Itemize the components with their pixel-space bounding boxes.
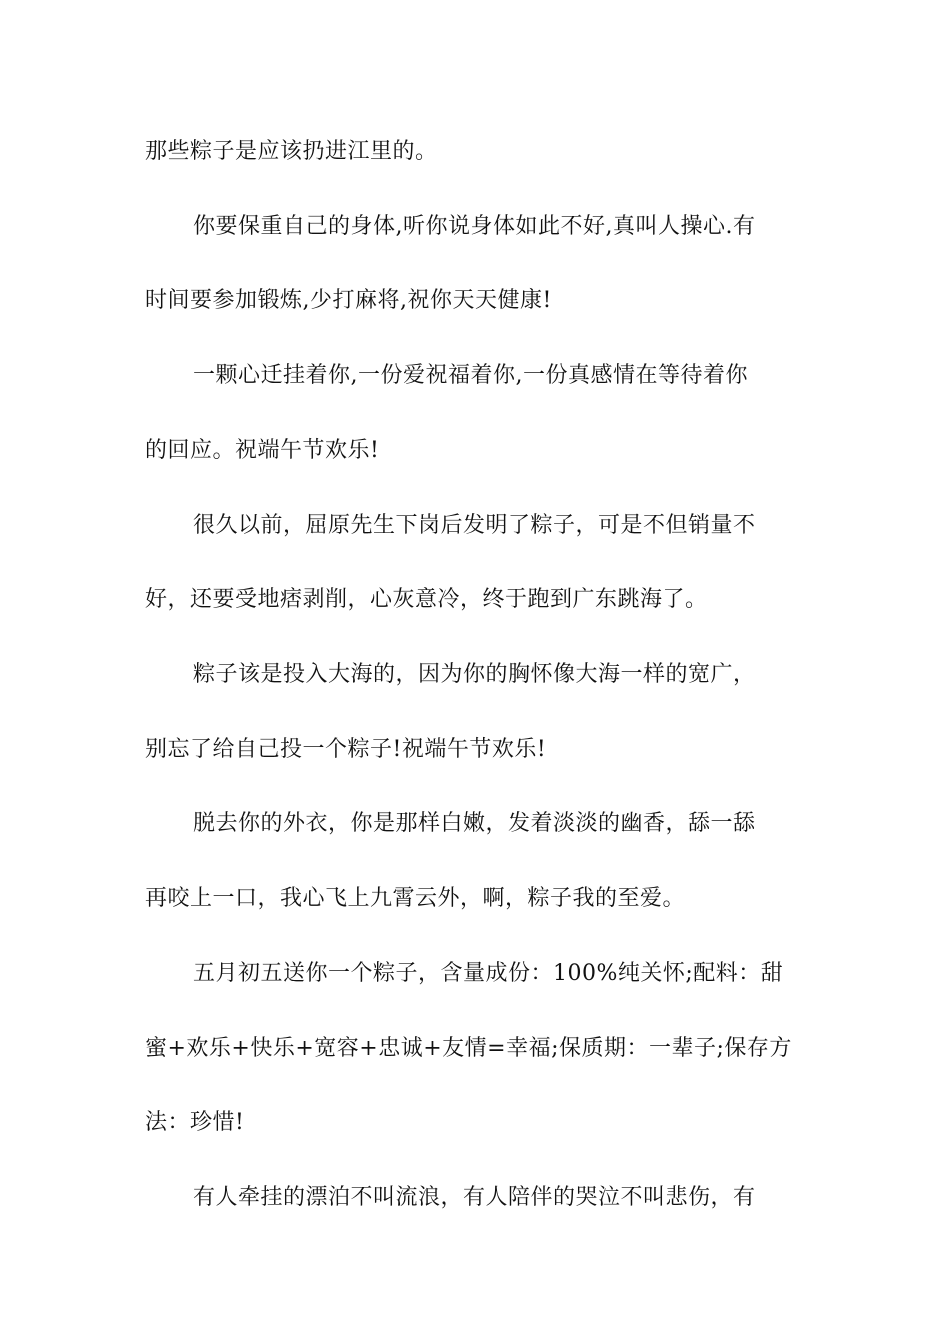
- paragraph-first-line: 脱去你的外衣，你是那样白嫩，发着淡淡的幽香，舔一舔: [193, 811, 756, 836]
- text-line: 蜜+欢乐+快乐+宽容+忠诚+友情=幸福;保质期：一辈子;保存方: [145, 1036, 792, 1061]
- paragraph-first-line: 一颗心迁挂着你,一份爱祝福着你,一份真感情在等待着你: [193, 363, 748, 388]
- text-line: 的回应。祝端午节欢乐!: [145, 438, 380, 463]
- text-line: 时间要参加锻炼,少打麻将,祝你天天健康!: [145, 288, 552, 313]
- text-line: 别忘了给自己投一个粽子!祝端午节欢乐!: [145, 737, 547, 762]
- text-line: 好，还要受地痞剥削，心灰意冷，终于跑到广东跳海了。: [145, 587, 708, 612]
- paragraph-first-line: 很久以前，屈原先生下岗后发明了粽子，可是不但销量不: [193, 513, 756, 538]
- text-line: 再咬上一口，我心飞上九霄云外，啊，粽子我的至爱。: [145, 886, 686, 911]
- paragraph-first-line: 有人牵挂的漂泊不叫流浪，有人陪伴的哭泣不叫悲伤，有: [193, 1185, 756, 1210]
- paragraph-first-line: 粽子该是投入大海的，因为你的胸怀像大海一样的宽广，: [193, 662, 756, 687]
- paragraph-first-line: 五月初五送你一个粽子，含量成份：100%纯关怀;配料：甜: [193, 961, 784, 986]
- paragraph-first-line: 你要保重自己的身体,听你说身体如此不好,真叫人操心.有: [193, 214, 756, 239]
- text-line: 那些粽子是应该扔进江里的。: [145, 139, 438, 164]
- text-line: 法：珍惜!: [145, 1110, 245, 1135]
